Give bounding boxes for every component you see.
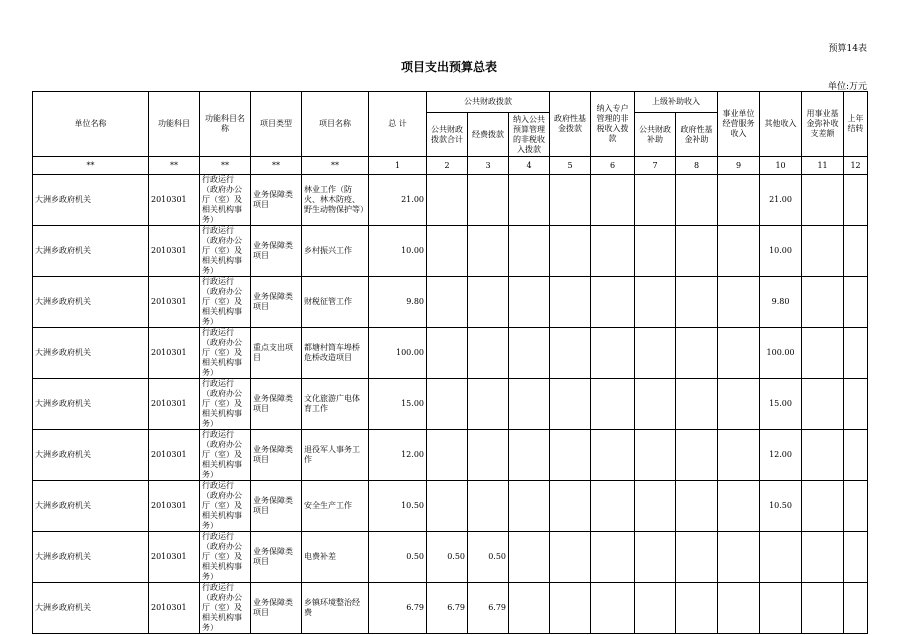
- pf-total-cell: [427, 481, 468, 532]
- header-pf-nontax: 纳入公共预算管理的非税收入拨款: [509, 113, 550, 157]
- table-row: [33, 532, 868, 583]
- func-code-cell: 2010301: [149, 481, 200, 532]
- func-code-cell: 2010301: [149, 583, 200, 634]
- pf-nontax-cell: [509, 379, 550, 430]
- index-cell: 4: [509, 157, 550, 175]
- func-name-cell: 行政运行（政府办公厅（室）及相关机构事务）: [200, 481, 251, 532]
- proj-name-cell: 安全生产工作: [302, 481, 369, 532]
- unit-cell: 大洲乡政府机关: [33, 175, 149, 226]
- fund-makeup-cell: [802, 532, 844, 583]
- unit-cell: 大洲乡政府机关: [33, 583, 149, 634]
- unit-cell: 大洲乡政府机关: [33, 328, 149, 379]
- pf-total-cell: [427, 379, 468, 430]
- total-cell: 12.00: [369, 430, 427, 481]
- page-title: 项目支出预算总表: [400, 60, 497, 74]
- func-code-cell: 2010301: [149, 328, 200, 379]
- carryover-cell: [844, 277, 868, 328]
- index-cell: 5: [550, 157, 591, 175]
- business-income-cell: [718, 226, 760, 277]
- fund-makeup-cell: [802, 583, 844, 634]
- pf-nontax-cell: [509, 226, 550, 277]
- fund-makeup-cell: [802, 226, 844, 277]
- special-nontax-cell: [591, 175, 635, 226]
- func-name-cell: 行政运行（政府办公厅（室）及相关机构事务）: [200, 379, 251, 430]
- index-cell: 7: [635, 157, 676, 175]
- index-cell: 1: [369, 157, 427, 175]
- sup-govfund-cell: [676, 430, 718, 481]
- unit-cell: 大洲乡政府机关: [33, 277, 149, 328]
- table-body: [33, 175, 868, 634]
- proj-type-cell: 业务保障类项目: [251, 583, 302, 634]
- proj-name-cell: 乡镇环境整治经费: [302, 583, 369, 634]
- func-name-cell: 行政运行（政府办公厅（室）及相关机构事务）: [200, 532, 251, 583]
- pf-nontax-cell: [509, 481, 550, 532]
- header-gov-fund: 政府性基金拨款: [550, 92, 591, 157]
- carryover-cell: [844, 430, 868, 481]
- func-code-cell: 2010301: [149, 430, 200, 481]
- index-cell: **: [149, 157, 200, 175]
- table-row: [33, 175, 868, 226]
- sup-public-cell: [635, 532, 676, 583]
- proj-name-cell: 退役军人事务工作: [302, 430, 369, 481]
- header-func-name: 功能科目名称: [200, 92, 251, 157]
- header-special-nontax: 纳入专户管理的非税收入拨款: [591, 92, 635, 157]
- total-cell: 9.80: [369, 277, 427, 328]
- header-business-income: 事业单位经营服务收入: [718, 92, 760, 157]
- proj-type-cell: 业务保障类项目: [251, 532, 302, 583]
- business-income-cell: [718, 175, 760, 226]
- pf-total-cell: 6.79: [427, 583, 468, 634]
- proj-name-cell: 电费补差: [302, 532, 369, 583]
- func-name-cell: 行政运行（政府办公厅（室）及相关机构事务）: [200, 583, 251, 634]
- carryover-cell: [844, 226, 868, 277]
- unit-cell: 大洲乡政府机关: [33, 481, 149, 532]
- other-income-cell: 10.00: [760, 226, 802, 277]
- sup-public-cell: [635, 379, 676, 430]
- fund-makeup-cell: [802, 379, 844, 430]
- pf-total-cell: [427, 328, 468, 379]
- pf-funds-cell: [468, 379, 509, 430]
- pf-nontax-cell: [509, 328, 550, 379]
- header-fund-makeup: 用事业基金弥补收支差额: [802, 92, 844, 157]
- table-row: [33, 430, 868, 481]
- sup-govfund-cell: [676, 328, 718, 379]
- carryover-cell: [844, 175, 868, 226]
- sup-govfund-cell: [676, 175, 718, 226]
- index-cell: 2: [427, 157, 468, 175]
- fund-makeup-cell: [802, 175, 844, 226]
- pf-funds-cell: [468, 175, 509, 226]
- header-superior-subsidy: 上级补助收入: [635, 92, 718, 113]
- proj-type-cell: 重点支出项目: [251, 328, 302, 379]
- table-row: [33, 481, 868, 532]
- carryover-cell: [844, 379, 868, 430]
- pf-total-cell: 0.50: [427, 532, 468, 583]
- sup-public-cell: [635, 226, 676, 277]
- header-carryover: 上年结转: [844, 92, 868, 157]
- proj-type-cell: 业务保障类项目: [251, 481, 302, 532]
- special-nontax-cell: [591, 430, 635, 481]
- unit-cell: 大洲乡政府机关: [33, 226, 149, 277]
- budget-table: [32, 91, 868, 634]
- special-nontax-cell: [591, 328, 635, 379]
- pf-funds-cell: [468, 226, 509, 277]
- func-name-cell: 行政运行（政府办公厅（室）及相关机构事务）: [200, 226, 251, 277]
- pf-total-cell: [427, 430, 468, 481]
- sup-public-cell: [635, 175, 676, 226]
- gov-fund-cell: [550, 277, 591, 328]
- index-cell: **: [302, 157, 369, 175]
- gov-fund-cell: [550, 430, 591, 481]
- other-income-cell: 12.00: [760, 430, 802, 481]
- gov-fund-cell: [550, 175, 591, 226]
- func-code-cell: 2010301: [149, 175, 200, 226]
- special-nontax-cell: [591, 481, 635, 532]
- proj-name-cell: 都塘村筒车埠桥危桥改造项目: [302, 328, 369, 379]
- pf-funds-cell: [468, 481, 509, 532]
- header-sup-govfund: 政府性基金补助: [676, 113, 718, 157]
- pf-nontax-cell: [509, 277, 550, 328]
- header-sup-public: 公共财政补助: [635, 113, 676, 157]
- carryover-cell: [844, 328, 868, 379]
- gov-fund-cell: [550, 532, 591, 583]
- proj-type-cell: 业务保障类项目: [251, 277, 302, 328]
- proj-name-cell: 文化旅游广电体育工作: [302, 379, 369, 430]
- gov-fund-cell: [550, 379, 591, 430]
- sup-public-cell: [635, 583, 676, 634]
- sup-public-cell: [635, 328, 676, 379]
- sup-public-cell: [635, 481, 676, 532]
- pf-nontax-cell: [509, 175, 550, 226]
- business-income-cell: [718, 430, 760, 481]
- business-income-cell: [718, 583, 760, 634]
- business-income-cell: [718, 481, 760, 532]
- pf-funds-cell: [468, 430, 509, 481]
- other-income-cell: 15.00: [760, 379, 802, 430]
- carryover-cell: [844, 583, 868, 634]
- sup-govfund-cell: [676, 583, 718, 634]
- carryover-cell: [844, 532, 868, 583]
- fund-makeup-cell: [802, 277, 844, 328]
- index-cell: **: [200, 157, 251, 175]
- special-nontax-cell: [591, 379, 635, 430]
- table-row: [33, 226, 868, 277]
- total-cell: 10.00: [369, 226, 427, 277]
- pf-nontax-cell: [509, 583, 550, 634]
- other-income-cell: 10.50: [760, 481, 802, 532]
- pf-total-cell: [427, 277, 468, 328]
- total-cell: 0.50: [369, 532, 427, 583]
- table-row: [33, 583, 868, 634]
- business-income-cell: [718, 532, 760, 583]
- table-row: [33, 379, 868, 430]
- header-public-finance: 公共财政拨款: [427, 92, 550, 113]
- pf-nontax-cell: [509, 430, 550, 481]
- index-cell: 10: [760, 157, 802, 175]
- total-cell: 21.00: [369, 175, 427, 226]
- index-row: [33, 157, 868, 175]
- other-income-cell: [760, 583, 802, 634]
- pf-funds-cell: [468, 277, 509, 328]
- special-nontax-cell: [591, 532, 635, 583]
- special-nontax-cell: [591, 277, 635, 328]
- index-cell: 12: [844, 157, 868, 175]
- sup-public-cell: [635, 430, 676, 481]
- func-code-cell: 2010301: [149, 532, 200, 583]
- proj-type-cell: 业务保障类项目: [251, 175, 302, 226]
- sup-govfund-cell: [676, 481, 718, 532]
- index-cell: **: [33, 157, 149, 175]
- unit-cell: 大洲乡政府机关: [33, 379, 149, 430]
- total-cell: 6.79: [369, 583, 427, 634]
- func-name-cell: 行政运行（政府办公厅（室）及相关机构事务）: [200, 175, 251, 226]
- func-name-cell: 行政运行（政府办公厅（室）及相关机构事务）: [200, 328, 251, 379]
- other-income-cell: 100.00: [760, 328, 802, 379]
- sup-govfund-cell: [676, 277, 718, 328]
- proj-name-cell: 财税征管工作: [302, 277, 369, 328]
- fund-makeup-cell: [802, 430, 844, 481]
- header-other-income: 其他收入: [760, 92, 802, 157]
- header-func-code: 功能科目: [149, 92, 200, 157]
- other-income-cell: 21.00: [760, 175, 802, 226]
- other-income-cell: 9.80: [760, 277, 802, 328]
- header-proj-name: 项目名称: [302, 92, 369, 157]
- form-code: 预算14表: [828, 44, 867, 54]
- unit-label: 单位:万元: [827, 82, 867, 92]
- special-nontax-cell: [591, 226, 635, 277]
- index-cell: 11: [802, 157, 844, 175]
- proj-type-cell: 业务保障类项目: [251, 430, 302, 481]
- header-total: 总 计: [369, 92, 427, 157]
- index-cell: **: [251, 157, 302, 175]
- func-code-cell: 2010301: [149, 277, 200, 328]
- pf-funds-cell: [468, 328, 509, 379]
- func-name-cell: 行政运行（政府办公厅（室）及相关机构事务）: [200, 277, 251, 328]
- total-cell: 100.00: [369, 328, 427, 379]
- business-income-cell: [718, 328, 760, 379]
- func-code-cell: 2010301: [149, 226, 200, 277]
- fund-makeup-cell: [802, 481, 844, 532]
- header-unit-name: 单位名称: [33, 92, 149, 157]
- special-nontax-cell: [591, 583, 635, 634]
- header-pf-total: 公共财政拨款合计: [427, 113, 468, 157]
- table-row: [33, 277, 868, 328]
- business-income-cell: [718, 379, 760, 430]
- fund-makeup-cell: [802, 328, 844, 379]
- total-cell: 15.00: [369, 379, 427, 430]
- index-cell: 8: [676, 157, 718, 175]
- index-cell: 3: [468, 157, 509, 175]
- gov-fund-cell: [550, 583, 591, 634]
- unit-cell: 大洲乡政府机关: [33, 532, 149, 583]
- proj-name-cell: 乡村振兴工作: [302, 226, 369, 277]
- func-code-cell: 2010301: [149, 379, 200, 430]
- unit-cell: 大洲乡政府机关: [33, 430, 149, 481]
- proj-type-cell: 业务保障类项目: [251, 379, 302, 430]
- sup-govfund-cell: [676, 226, 718, 277]
- business-income-cell: [718, 277, 760, 328]
- header-pf-funds: 经费拨款: [468, 113, 509, 157]
- pf-total-cell: [427, 175, 468, 226]
- carryover-cell: [844, 481, 868, 532]
- func-name-cell: 行政运行（政府办公厅（室）及相关机构事务）: [200, 430, 251, 481]
- other-income-cell: [760, 532, 802, 583]
- sup-public-cell: [635, 277, 676, 328]
- total-cell: 10.50: [369, 481, 427, 532]
- sup-govfund-cell: [676, 532, 718, 583]
- index-cell: 9: [718, 157, 760, 175]
- table-row: [33, 328, 868, 379]
- pf-nontax-cell: [509, 532, 550, 583]
- proj-name-cell: 林业工作（防火、林木防疫、野生动物保护等）: [302, 175, 369, 226]
- proj-type-cell: 业务保障类项目: [251, 226, 302, 277]
- index-cell: 6: [591, 157, 635, 175]
- pf-total-cell: [427, 226, 468, 277]
- sup-govfund-cell: [676, 379, 718, 430]
- pf-funds-cell: 6.79: [468, 583, 509, 634]
- gov-fund-cell: [550, 481, 591, 532]
- gov-fund-cell: [550, 226, 591, 277]
- gov-fund-cell: [550, 328, 591, 379]
- pf-funds-cell: 0.50: [468, 532, 509, 583]
- header-proj-type: 项目类型: [251, 92, 302, 157]
